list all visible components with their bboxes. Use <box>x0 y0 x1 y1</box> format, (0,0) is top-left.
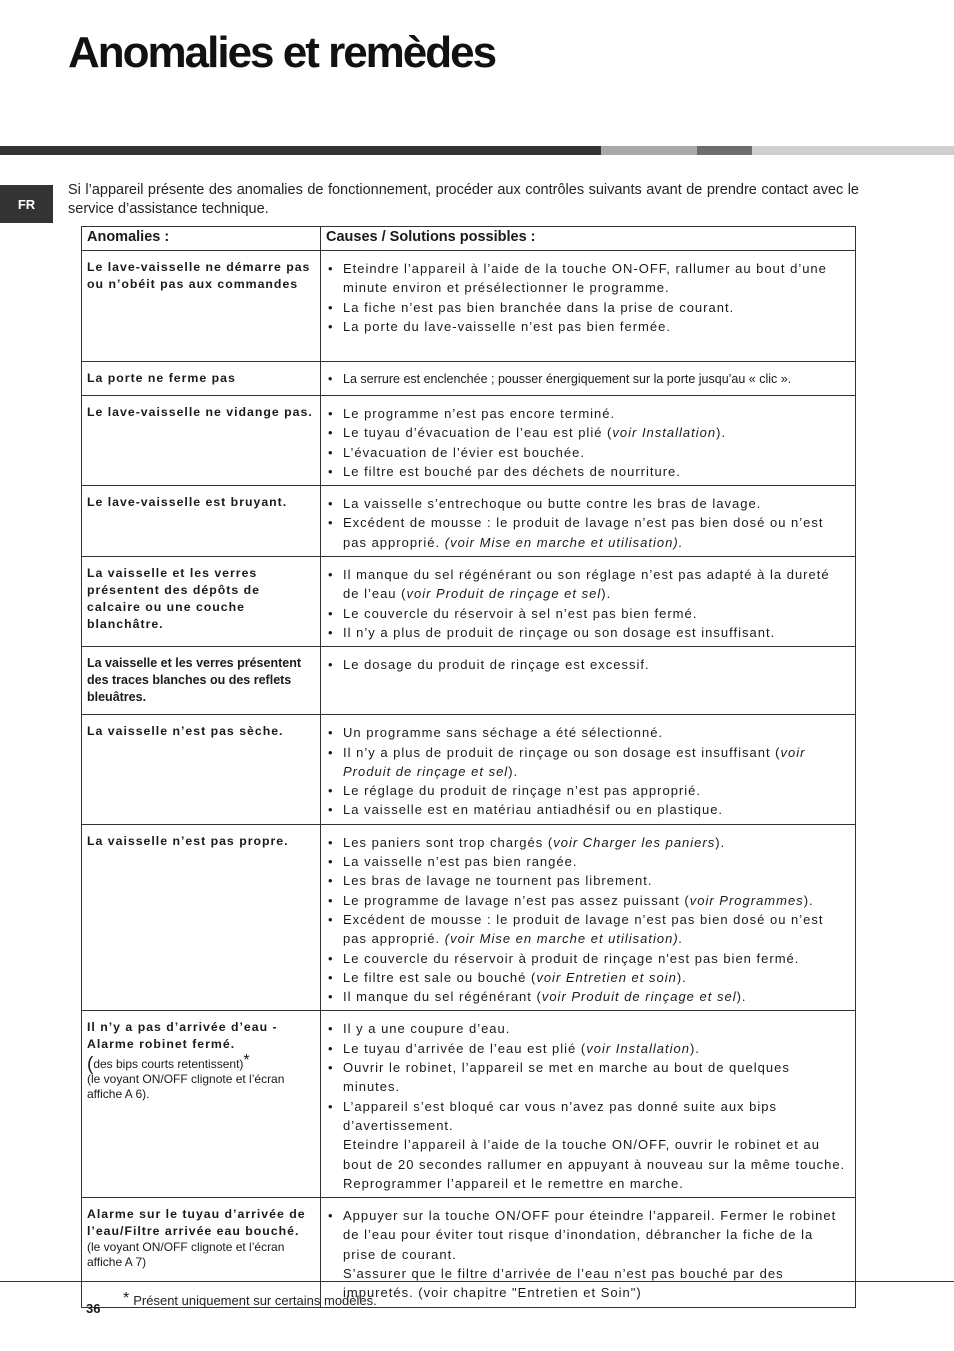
language-tab: FR <box>0 185 53 223</box>
anomaly-note: (le voyant ON/OFF clignote et l’écran affiche A 7) <box>87 1240 285 1270</box>
solution-item: • Ouvrir le robinet, l’appareil se met en marche au bout de quelques minutes. <box>325 1058 847 1097</box>
anomaly-title: Il n’y a pas d’arrivée d’eau - Alarme robinet fermé. <box>87 1020 278 1052</box>
anomaly-cell: Le lave-vaisselle ne vidange pas. <box>82 396 321 486</box>
table-row <box>82 1011 856 1198</box>
table-row <box>82 715 856 824</box>
solutions-cell <box>321 362 856 396</box>
anomaly-cell: Le lave-vaisselle ne démarre pas ou n’obéit pas aux commandes <box>82 251 321 362</box>
table-row <box>82 647 856 715</box>
header-band-mid <box>697 146 752 155</box>
header-band-dark <box>0 146 601 155</box>
footer-divider <box>0 1281 954 1282</box>
solutions-cell <box>321 1198 856 1307</box>
solutions-cell <box>321 557 856 647</box>
anomaly-cell <box>82 1011 321 1198</box>
intro-text: Si l’appareil présente des anomalies de fonctionnement, procéder aux contrôles suivants avant de prendre contact avec le service d’assistance technique. <box>68 182 859 217</box>
solution-item: • La fiche n’est pas bien branchée dans la prise de courant. <box>325 298 847 317</box>
solutions-cell <box>321 715 856 824</box>
solution-item: • Le réglage du produit de rinçage n’est pas approprié. <box>325 781 847 800</box>
solution-item: • La vaisselle s’entrechoque ou butte contre les bras de lavage. <box>325 494 847 513</box>
solution-item: • Le tuyau d’évacuation de l’eau est plié (voir Installation). <box>325 423 847 442</box>
header-band-pale <box>752 146 954 155</box>
solution-item: • Le programme de lavage n’est pas assez puissant (voir Programmes). <box>325 891 847 910</box>
column-header-causes: Causes / Solutions possibles : <box>321 227 856 251</box>
solution-item: • Le couvercle du réservoir à sel n’est pas bien fermé. <box>325 604 847 623</box>
solutions-cell <box>321 251 856 362</box>
solution-item: • Le programme n’est pas encore terminé. <box>325 404 847 423</box>
anomaly-cell: La porte ne ferme pas <box>82 362 321 396</box>
solution-item: • Il y a une coupure d’eau. <box>325 1019 847 1038</box>
solution-item: • Les paniers sont trop chargés (voir Charger les paniers). <box>325 833 847 852</box>
solutions-cell <box>321 486 856 557</box>
solutions-cell <box>321 824 856 1011</box>
table-row <box>82 486 856 557</box>
header-band-light <box>601 146 697 155</box>
solutions-cell <box>321 647 856 715</box>
column-header-anomalies: Anomalies : <box>82 227 321 251</box>
solution-item: • La vaisselle est en matériau antiadhésif ou en plastique. <box>325 800 847 819</box>
solutions-cell <box>321 396 856 486</box>
page-number: 36 <box>86 1301 101 1316</box>
solution-item: • Il n’y a plus de produit de rinçage ou son dosage est insuffisant (voir Produit de rinçage et sel). <box>325 743 847 782</box>
solution-item: • Les bras de lavage ne tournent pas librement. <box>325 871 847 890</box>
solution-item: • Un programme sans séchage a été sélectionné. <box>325 723 847 742</box>
table-row <box>82 362 856 396</box>
anomaly-beeps: (des bips courts retentissent)* <box>87 1052 250 1076</box>
table-row <box>82 396 856 486</box>
table-row <box>82 824 856 1011</box>
anomaly-cell: La vaisselle n’est pas sèche. <box>82 715 321 824</box>
solution-item: • Excédent de mousse : le produit de lavage n’est pas bien dosé ou n’est pas approprié. (voir Mise en marche et utilisation). <box>325 910 847 949</box>
solution-item: • Excédent de mousse : le produit de lavage n’est pas bien dosé ou n’est pas approprié. (voir Mise en marche et utilisation). <box>325 513 847 552</box>
anomaly-cell: Le lave-vaisselle est bruyant. <box>82 486 321 557</box>
solution-item: • Il n’y a plus de produit de rinçage ou son dosage est insuffisant. <box>325 623 847 642</box>
solution-item: • Le dosage du produit de rinçage est excessif. <box>325 655 847 674</box>
solution-item: • La serrure est enclenchée ; pousser énergiquement sur la porte jusqu’au « clic ». <box>325 370 847 389</box>
troubleshooting-table <box>81 226 856 1308</box>
solution-item: • La vaisselle n’est pas bien rangée. <box>325 852 847 871</box>
solution-item: • La porte du lave-vaisselle n’est pas bien fermée. <box>325 317 847 336</box>
table-row <box>82 557 856 647</box>
solutions-cell <box>321 1011 856 1198</box>
solution-item: • Il manque du sel régénérant (voir Produit de rinçage et sel). <box>325 987 847 1006</box>
anomaly-title: Alarme sur le tuyau d’arrivée de l’eau/Filtre arrivée eau bouché. <box>87 1207 306 1239</box>
footnote-star: * <box>123 1290 130 1307</box>
anomaly-cell: La vaisselle et les verres présentent des traces blanches ou des reflets bleuâtres. <box>82 647 321 715</box>
solution-item: • Il manque du sel régénérant ou son réglage n’est pas adapté à la dureté de l’eau (voir Produit de rinçage et sel). <box>325 565 847 604</box>
footnote <box>123 1290 377 1308</box>
solution-item: • Eteindre l’appareil à l’aide de la touche ON-OFF, rallumer au bout d’une minute environ et présélectionner le programme. <box>325 259 847 298</box>
anomaly-cell: La vaisselle n’est pas propre. <box>82 824 321 1011</box>
solution-item: • L’évacuation de l’évier est bouchée. <box>325 443 847 462</box>
solution-item: • Le couvercle du réservoir à produit de rinçage n'est pas bien fermé. <box>325 949 847 968</box>
solution-item: • Le tuyau d’arrivée de l’eau est plié (voir Installation). <box>325 1039 847 1058</box>
footnote-text: Présent uniquement sur certains modèles. <box>133 1293 377 1308</box>
table-header-row <box>82 227 856 251</box>
solution-item: • Le filtre est sale ou bouché (voir Entretien et soin). <box>325 968 847 987</box>
table-row <box>82 251 856 362</box>
solution-item: • Le filtre est bouché par des déchets de nourriture. <box>325 462 847 481</box>
solution-item: • Appuyer sur la touche ON/OFF pour éteindre l’appareil. Fermer le robinet de l’eau pour éviter tout risque d’inondation, débrancher la fiche de la prise de courant. S’assurer que le filtre d’arrivée de l’eau n’est pas bouché par des impuretés. (voir chapitre "Entretien et Soin") <box>325 1206 847 1302</box>
anomaly-cell: La vaisselle et les verres présentent des dépôts de calcaire ou une couche blanchâtre. <box>82 557 321 647</box>
solution-item: • L’appareil s’est bloqué car vous n’avez pas donné suite aux bips d’avertissement. Eteindre l’appareil à l’aide de la touche ON/OFF, ouvrir le robinet et au bout de 20 secondes rallumer en appuyant à nouveau sur la même touche. Reprogrammer l’appareil et le remettre en marche. <box>325 1097 847 1193</box>
anomaly-note: (le voyant ON/OFF clignote et l’écran affiche A 6). <box>87 1072 285 1102</box>
page-title: Anomalies et remèdes <box>68 28 496 77</box>
